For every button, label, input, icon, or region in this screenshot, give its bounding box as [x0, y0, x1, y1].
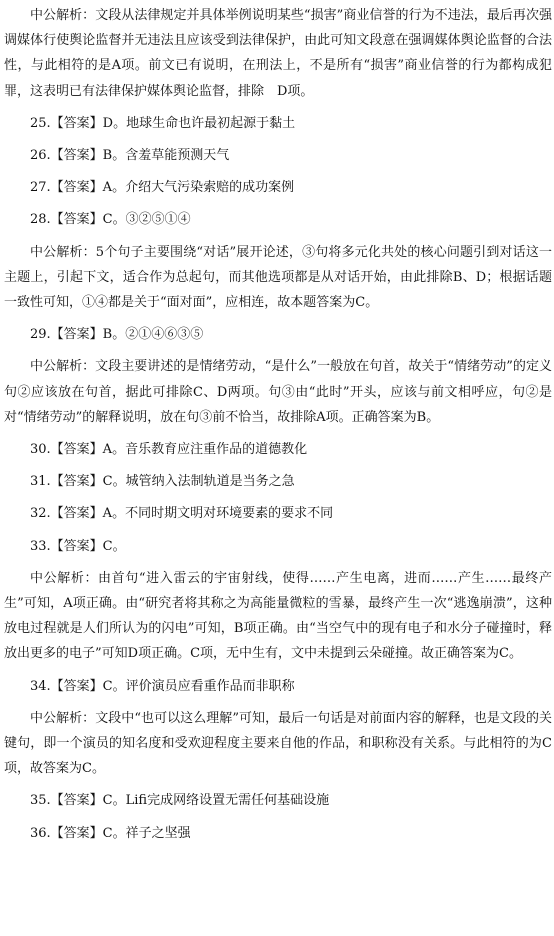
- answer-36: 36.【答案】C。祥子之坚强: [30, 825, 191, 841]
- answer-26: 26.【答案】B。含羞草能预测天气: [30, 148, 230, 164]
- answer-25: 25.【答案】D。地球生命也许最初起源于黏土: [30, 115, 296, 131]
- answer-29: 29.【答案】B。②①④⑥③⑤: [30, 327, 204, 343]
- answer-30: 30.【答案】A。音乐教育应注重作品的道德教化: [30, 442, 308, 458]
- answer-27: 27.【答案】A。介绍大气污染索赔的成功案例: [30, 180, 295, 196]
- answer-35: 35.【答案】C。Lifi完成网络设置无需任何基础设施: [30, 793, 330, 809]
- answer-31: 31.【答案】C。城管纳入法制轨道是当务之急: [30, 474, 295, 490]
- analysis-paragraph: 中公解析：文段主要讲述的是情绪劳动，“是什么”一般放在句首，故关于“情绪劳动”的定义句②应该放在句首，据此可排除C、D两项。句③由“此时”开头，应该与前文相呼应，句②是对“情绪劳动”的解释说明，放在句③前不恰当，故排除A项。正确答案为B。: [4, 359, 552, 425]
- analysis-paragraph: 中公解析：5个句子主要围绕“对话”展开论述，③句将多元化共处的核心问题引到对话这一主题上，引起下文，适合作为总起句，而其他选项都是从对话开始，由此排除B、D；根据话题一致性可知，①④都是关于“面对面”，应相连，故本题答案为C。: [4, 244, 552, 311]
- analysis-paragraph: 中公解析：由首句“进入雷云的宇宙射线，使得……产生电离，进而……产生……最终产生”可知，A项正确。由“研究者将其称之为高能量微粒的雪暴，最终产生一次“逃逸崩溃”，这种放电过程就是人们所认为的闪电”可知，B项正确。由“当空气中的现有电子和水分子碰撞时，释放出更多的电子”可知D项正确。C项，无中生有，文中未提到云朵碰撞。故正确答案为C。: [4, 570, 552, 662]
- analysis-paragraph: 中公解析：文段从法律规定并具体举例说明某些“损害”商业信誉的行为不违法，最后再次强调媒体行使舆论监督并无违法且应该受到法律保护，由此可知文段意在强调媒体舆论监督的合法性，与此相符的是A项。前文已有说明，在刑法上，不是所有“损害”商业信誉的行为都构成犯罪，这表明已有法律保护媒体舆论监督，排除 D项。: [4, 8, 552, 99]
- answer-34: 34.【答案】C。评价演员应看重作品而非职称: [30, 678, 295, 694]
- answer-28: 28.【答案】C。③②⑤①④: [30, 212, 191, 228]
- analysis-paragraph: 中公解析：文段中“也可以这么理解”可知，最后一句话是对前面内容的解释，也是文段的关键句，即一个演员的知名度和受欢迎程度主要来自他的作品，和职称没有关系。与此相符的为C项，故答案为C。: [4, 710, 552, 777]
- answer-32: 32.【答案】A。不同时期文明对环境要素的要求不同: [30, 506, 334, 522]
- document-body: [4, 3, 552, 846]
- answer-33: 33.【答案】C。: [30, 538, 126, 554]
